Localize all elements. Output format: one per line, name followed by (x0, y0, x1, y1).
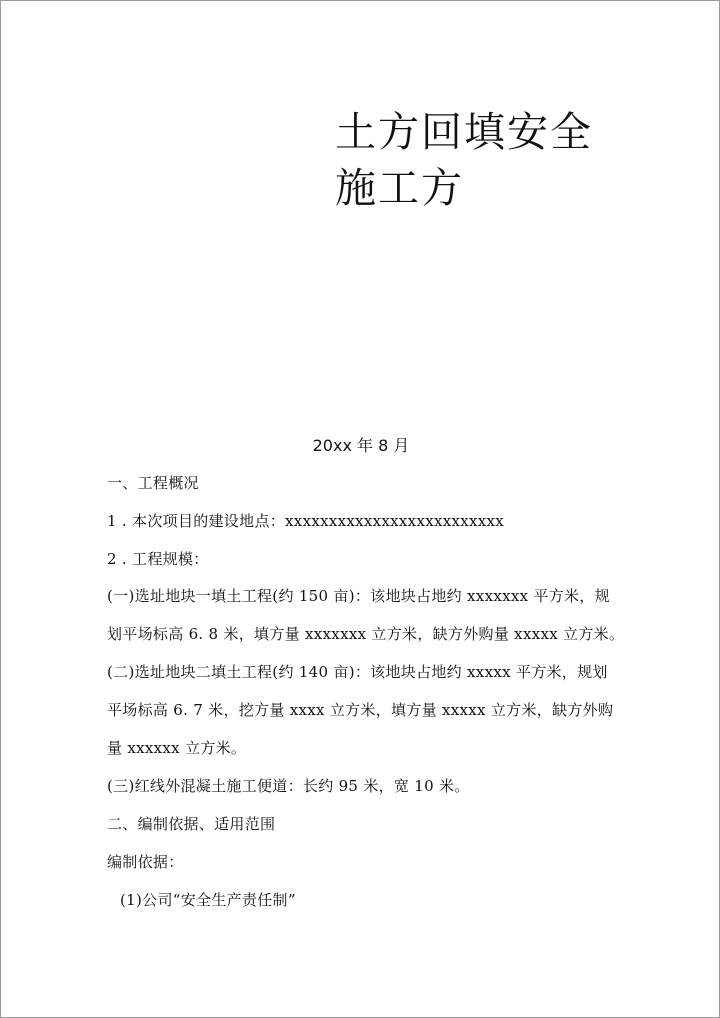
paragraph-plot2-line2: 平场标高 6. 7 米，挖方量 xxxx 立方米，填方量 xxxxx 立方米，缺方外购 (107, 701, 614, 719)
paragraph-plot1-line2: 划平场标高 6. 8 米，填方量 xxxxxxx 立方米，缺方外购量 xxxxx 立方米。 (107, 625, 625, 643)
paragraph-plot2-line1: (二)选址地块二填土工程(约 140 亩)：该地块占地约 xxxxx 平方米，规划 (107, 663, 608, 681)
list-item-basis-1: (1)公司“安全生产责任制” (120, 891, 296, 909)
section-heading-overview: 一、工程概况 (107, 474, 199, 492)
paragraph-scale-heading: 2 . 工程规模： (107, 550, 209, 568)
paragraph-plot2-line3: 量 xxxxxx 立方米。 (107, 739, 247, 757)
paragraph-location: 1 . 本次项目的建设地点：xxxxxxxxxxxxxxxxxxxxxxxxx (107, 512, 505, 530)
paragraph-road: (三)红线外混凝土施工便道：长约 95 米，宽 10 米。 (107, 777, 470, 795)
section-heading-basis: 二、编制依据、适用范围 (107, 815, 276, 833)
title-line-1: 土方回填安全 (335, 108, 593, 156)
title-line-2: 施工方 (335, 164, 464, 212)
document-title (335, 104, 655, 216)
paragraph-basis-label: 编制依据： (107, 853, 184, 871)
document-date: 20xx 年 8 月 (312, 436, 410, 455)
paragraph-plot1-line1: (一)选址地块一填土工程(约 150 亩)：该地块占地约 xxxxxxx 平方米，规 (107, 587, 610, 605)
